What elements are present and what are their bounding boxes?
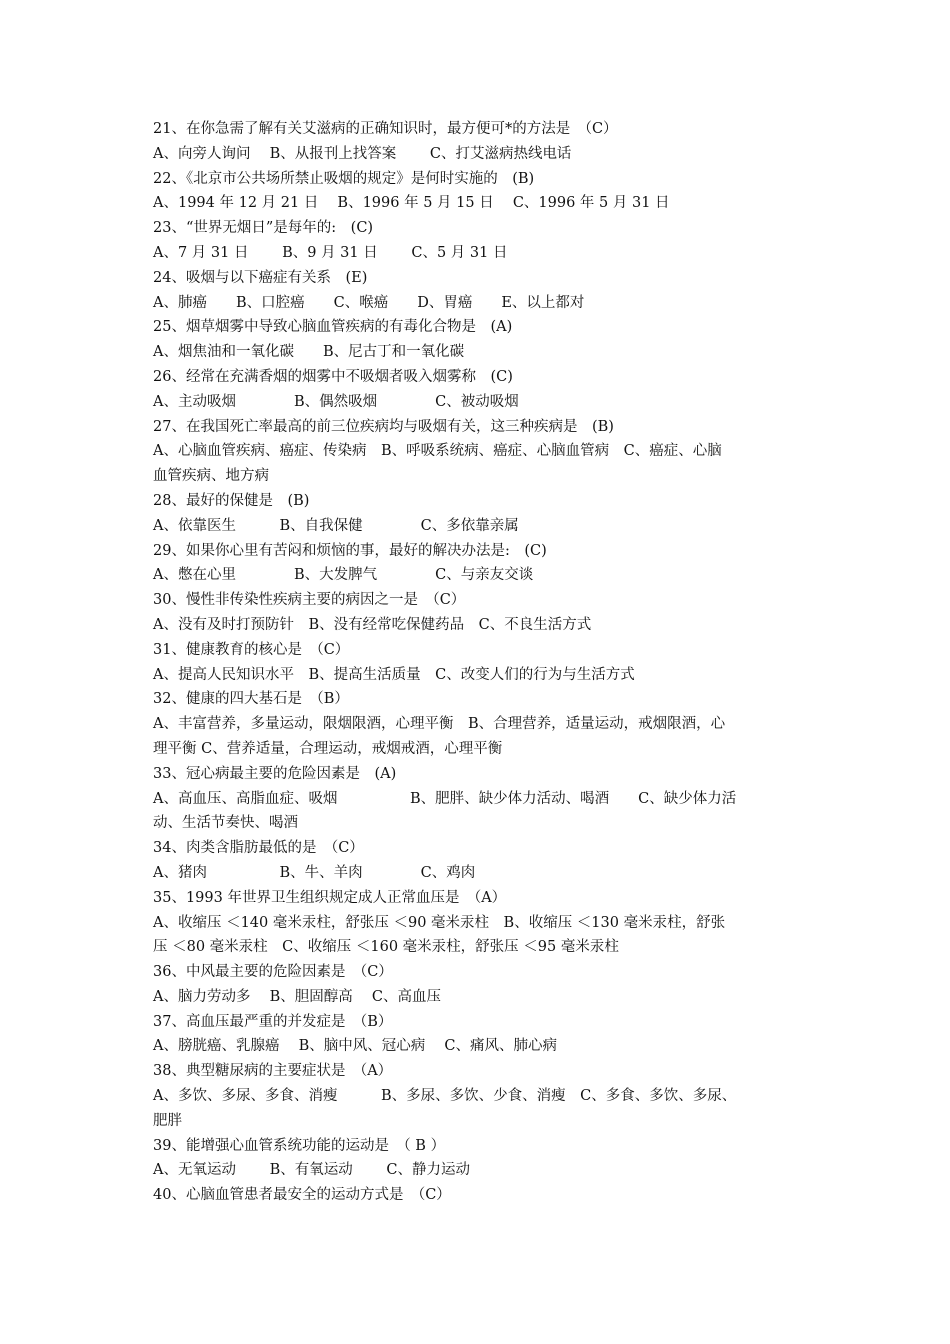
answer-options-line: A、没有及时打预防针 B、没有经常吃保健药品 C、不良生活方式 (153, 616, 592, 633)
answer-options-line: A、无氧运动 B、有氧运动 C、静力运动 (153, 1162, 470, 1179)
answer-options-line: A、1994 年 12 月 21 日 B、1996 年 5 月 15 日 C、1996 年 5 月 31 日 (153, 195, 670, 212)
question-text: 29、如果你心里有苦闷和烦恼的事，最好的解决办法是: (C) (153, 542, 547, 559)
question-text: 38、典型糖尿病的主要症状是 （A） (153, 1063, 393, 1080)
question-block (153, 167, 809, 217)
question-text: 37、高血压最严重的并发症是 （B） (153, 1013, 393, 1030)
answer-options-line: A、高血压、高脂血症、吸烟 B、肥胖、缺少体力活动、喝酒 C、缺少体力活 (153, 790, 737, 807)
answer-options-line: A、7 月 31 日 B、9 月 31 日 C、5 月 31 日 (153, 244, 508, 261)
question-text: 27、在我国死亡率最高的前三位疾病均与吸烟有关，这三种疾病是 (B) (153, 418, 614, 435)
answer-options-line: 血管疾病、地方病 (153, 468, 269, 485)
question-text: 36、中风最主要的危险因素是 （C） (153, 964, 393, 981)
question-block (153, 1134, 809, 1184)
question-block (153, 415, 809, 489)
question-text: 31、健康教育的核心是 （C） (153, 641, 350, 658)
question-text: 22、《北京市公共场所禁止吸烟的规定》是何时实施的 (B) (153, 170, 535, 187)
question-block (153, 365, 809, 415)
question-text: 30、慢性非传染性疾病主要的病因之一是 （C） (153, 592, 466, 609)
question-text: 32、健康的四大基石是 （B） (153, 691, 349, 708)
question-text: 40、心脑血管患者最安全的运动方式是 （C） (153, 1187, 451, 1204)
answer-options-line: A、提高人民知识水平 B、提高生活质量 C、改变人们的行为与生活方式 (153, 666, 635, 683)
question-text: 25、烟草烟雾中导致心脑血管疾病的有毒化合物是 (A) (153, 319, 513, 336)
question-block (153, 216, 809, 266)
question-text: 39、能增强心血管系统功能的运动是 （ B ） (153, 1137, 446, 1154)
question-block (153, 117, 809, 167)
question-block (153, 886, 809, 960)
question-text: 35、1993 年世界卫生组织规定成人正常血压是 （A） (153, 889, 507, 906)
question-block (153, 588, 809, 638)
answer-options-line: A、向旁人询问 B、从报刊上找答案 C、打艾滋病热线电话 (153, 145, 572, 162)
answer-options-line: A、依靠医生 B、自我保健 C、多依靠亲属 (153, 517, 519, 534)
answer-options-line: A、收缩压 ＜140 毫米汞柱，舒张压 ＜90 毫米汞柱 B、收缩压 ＜130 毫米汞柱，舒张 (153, 914, 726, 931)
question-block (153, 687, 809, 761)
question-block (153, 1010, 809, 1060)
question-block (153, 539, 809, 589)
question-text: 24、吸烟与以下癌症有关系 (E) (153, 269, 368, 286)
answer-options-line: A、心脑血管疾病、癌症、传染病 B、呼吸系统病、癌症、心脑血管病 C、癌症、心脑 (153, 443, 722, 460)
question-block (153, 638, 809, 688)
answer-options-line: A、憋在心里 B、大发脾气 C、与亲友交谈 (153, 567, 534, 584)
answer-options-line: A、膀胱癌、乳腺癌 B、脑中风、冠心病 C、痛风、肺心病 (153, 1038, 557, 1055)
question-text: 26、经常在充满香烟的烟雾中不吸烟者吸入烟雾称 (C) (153, 368, 513, 385)
answer-options-line: 压 ＜80 毫米汞柱 C、收缩压 ＜160 毫米汞柱，舒张压 ＜95 毫米汞柱 (153, 939, 619, 956)
question-block (153, 762, 809, 836)
answer-options-line: A、丰富营养，多量运动，限烟限酒，心理平衡 B、合理营养，适量运动，戒烟限酒，心 (153, 716, 726, 733)
question-block (153, 266, 809, 316)
question-text: 28、最好的保健是 (B) (153, 492, 310, 509)
question-block (153, 960, 809, 1010)
answer-options-line: 肥胖 (153, 1112, 182, 1129)
question-block (153, 1183, 809, 1208)
answer-options-line: A、脑力劳动多 B、胆固醇高 C、高血压 (153, 988, 441, 1005)
question-block (153, 489, 809, 539)
answer-options-line: A、烟焦油和一氧化碳 B、尼古丁和一氧化碳 (153, 344, 465, 361)
answer-options-line: 理平衡 C、营养适量，合理运动，戒烟戒酒，心理平衡 (153, 740, 503, 757)
question-block (153, 836, 809, 886)
question-text: 21、在你急需了解有关艾滋病的正确知识时，最方便可*的方法是 （C） (153, 121, 618, 137)
question-block (153, 315, 809, 365)
answer-options-line: A、主动吸烟 B、偶然吸烟 C、被动吸烟 (153, 393, 519, 410)
question-text: 34、肉类含脂肪最低的是 （C） (153, 840, 364, 857)
answer-options-line: A、多饮、多尿、多食、消瘦 B、多尿、多饮、少食、消瘦 C、多食、多饮、多尿、 (153, 1088, 737, 1105)
document-page (153, 117, 809, 1208)
question-block (153, 1059, 809, 1133)
question-text: 33、冠心病最主要的危险因素是 (A) (153, 765, 397, 782)
answer-options-line: A、猪肉 B、牛、羊肉 C、鸡肉 (153, 864, 476, 881)
answer-options-line: A、肺癌 B、口腔癌 C、喉癌 D、胃癌 E、以上都对 (153, 294, 585, 311)
question-text: 23、“世界无烟日”是每年的: (C) (153, 220, 374, 237)
answer-options-line: 动、生活节奏快、喝酒 (153, 815, 298, 832)
